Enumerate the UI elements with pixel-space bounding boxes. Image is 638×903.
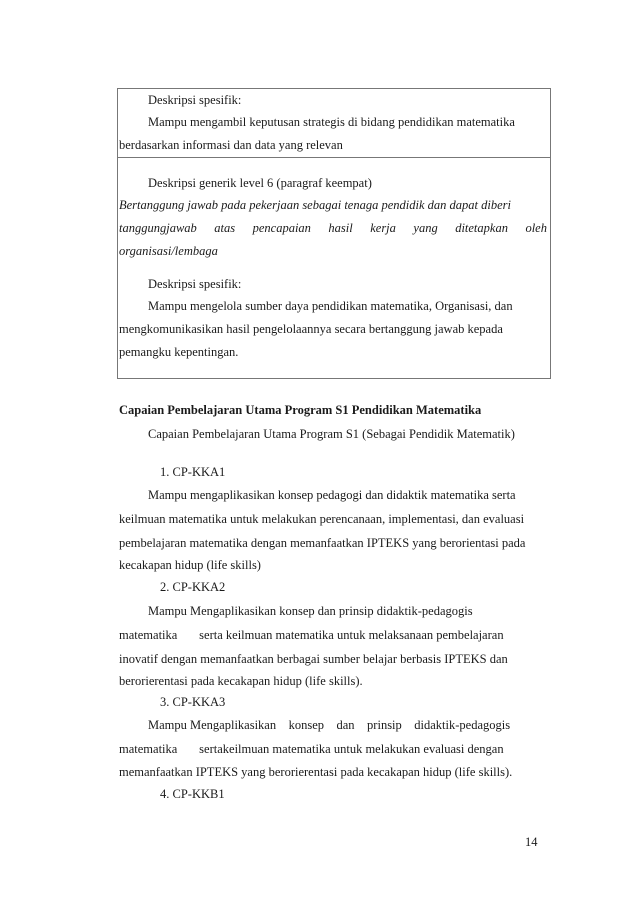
cell-heading: Deskripsi spesifik: <box>148 93 242 107</box>
list-item-label: 1. CP-KKA1 <box>160 465 226 479</box>
list-item-text: memanfaatkan IPTEKS yang berorierentasi pada kecakapan hidup (life skills). <box>119 765 513 779</box>
cell-heading: Deskripsi generik level 6 (paragraf keempat) <box>148 176 372 190</box>
list-item-label: 2. CP-KKA2 <box>160 580 226 594</box>
cell-text: berdasarkan informasi dan data yang relevan <box>119 138 343 152</box>
list-item-text: Mampu mengaplikasikan konsep pedagogi dan didaktik matematika serta <box>148 488 516 502</box>
cell-text: Mampu mengelola sumber daya pendidikan matematika, Organisasi, dan <box>148 299 513 313</box>
list-item-text: kecakapan hidup (life skills) <box>119 558 261 572</box>
section-title: Capaian Pembelajaran Utama Program S1 Pendidikan Matematika <box>119 403 482 417</box>
list-item-text: matematika sertakeilmuan matematika untuk melakukan evaluasi dengan <box>119 742 504 756</box>
list-item-text: pembelajaran matematika dengan memanfaatkan IPTEKS yang berorientasi pada <box>119 536 526 550</box>
cell-text-italic-justified: tanggungjawab atas pencapaian hasil kerja yang ditetapkan oleh <box>119 221 547 235</box>
cell-text: Mampu mengambil keputusan strategis di bidang pendidikan matematika <box>148 115 515 129</box>
list-item-text: berorierentasi pada kecakapan hidup (life skills). <box>119 674 363 688</box>
list-item-text: Mampu Mengaplikasikan konsep dan prinsip didaktik-pedagogis <box>148 718 511 732</box>
cell-text: mengkomunikasikan hasil pengelolaannya secara bertanggung jawab kepada <box>119 322 503 336</box>
list-item-text: Mampu Mengaplikasikan konsep dan prinsip didaktik-pedagogis <box>148 604 473 618</box>
cell-heading: Deskripsi spesifik: <box>148 277 242 291</box>
list-item-label: 4. CP-KKB1 <box>160 787 225 801</box>
list-item-label: 3. CP-KKA3 <box>160 695 226 709</box>
cell-text: pemangku kepentingan. <box>119 345 239 359</box>
section-subtitle: Capaian Pembelajaran Utama Program S1 (Sebagai Pendidik Matematik) <box>148 427 515 441</box>
list-item-text: keilmuan matematika untuk melakukan perencanaan, implementasi, dan evaluasi <box>119 512 525 526</box>
list-item-text: matematika serta keilmuan matematika untuk melaksanaan pembelajaran <box>119 628 504 642</box>
page-number: 14 <box>525 835 538 849</box>
list-item-text: inovatif dengan memanfaatkan berbagai sumber belajar berbasis IPTEKS dan <box>119 652 508 666</box>
cell-text-italic: organisasi/lembaga <box>119 244 218 258</box>
cell-text-italic: Bertanggung jawab pada pekerjaan sebagai tenaga pendidik dan dapat diberi <box>119 198 511 212</box>
